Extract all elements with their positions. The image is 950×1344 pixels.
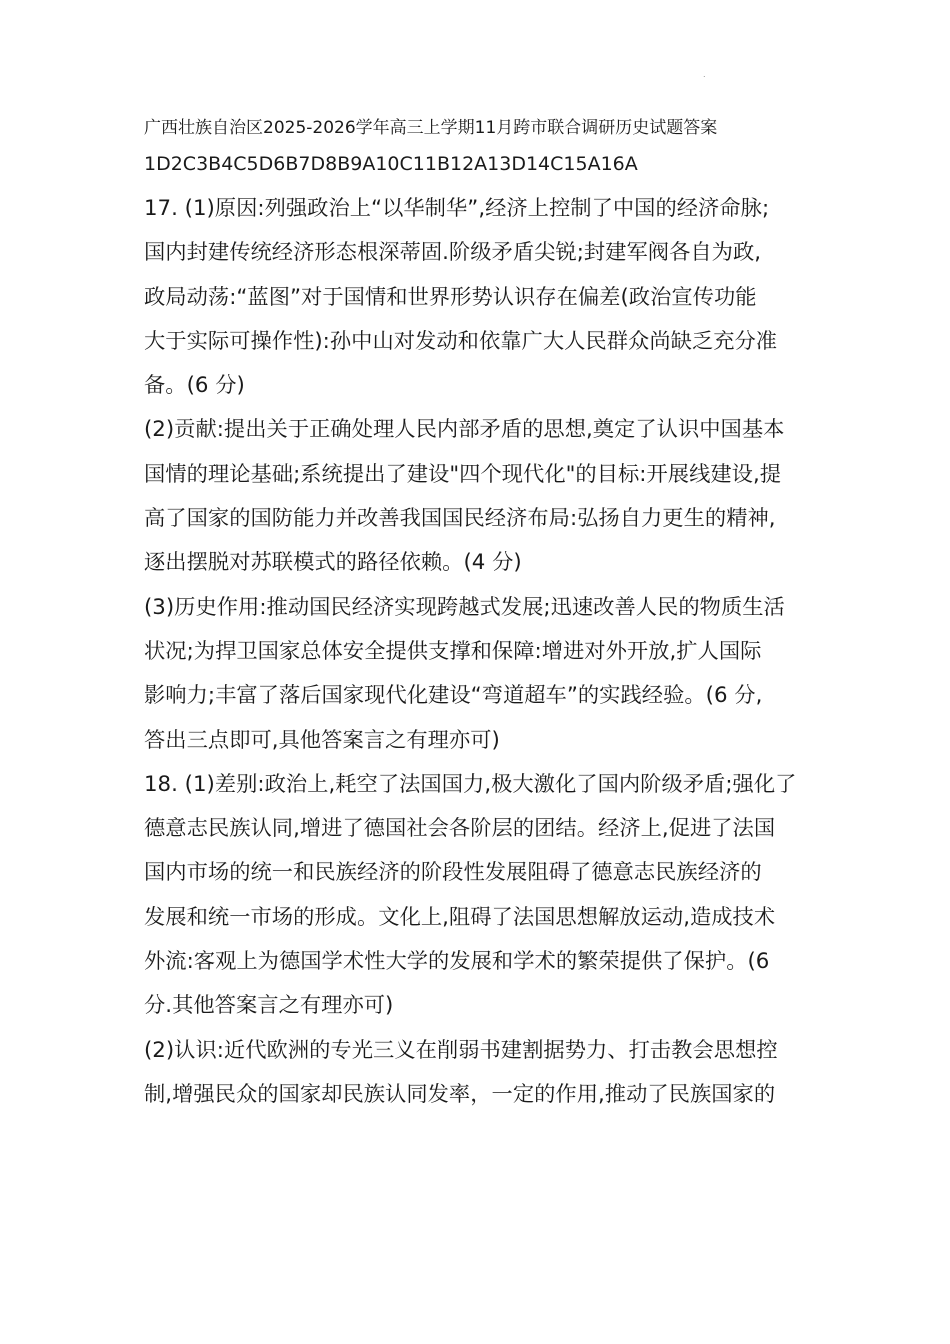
- answer-body: [144, 187, 809, 1117]
- text-line: 德意志民族认同,增进了德国社会各阶层的团结。经济上,促进了法国: [144, 816, 776, 842]
- text-line: 国情的理论基础;系统提出了建设"四个现代化"的目标:开展线建设,提: [144, 461, 782, 487]
- answer-18-1: [144, 763, 809, 1029]
- corner-mark: .: [703, 70, 706, 79]
- text-line: 国内封建传统经济形态根深蒂固.阶级矛盾尖锐;封建军阀各自为政,: [144, 240, 762, 266]
- answer-17-3: [144, 586, 809, 763]
- text-line: 制,增强民众的国家却民族认同发率，一定的作用,推动了民族国家的: [144, 1081, 776, 1107]
- text-line: 逐出摆脱对苏联模式的路径依赖。(4 分): [144, 550, 522, 576]
- answer-18-2: [144, 1029, 809, 1118]
- answer-key-line: 1D2C3B4C5D6B7D8B9A10C11B12A13D14C15A16A: [144, 153, 638, 175]
- text-line: 17. (1)原因:列强政治上“以华制华”,经济上控制了中国的经济命脉;: [144, 196, 770, 221]
- text-line: 分.其他答案言之有理亦可): [144, 993, 394, 1019]
- text-line: 发展和统一市场的形成。文化上,阻碍了法国思想解放运动,造成技术: [144, 904, 776, 930]
- text-line: (2)认识:近代欧洲的专光三义在削弱书建割据势力、打击教会思想控: [144, 1037, 778, 1063]
- text-line: 外流:客观上为德国学术性大学的发展和学术的繁荣提供了保护。(6: [144, 949, 770, 975]
- text-line: 答出三点即可,具他答案言之有理亦可): [144, 727, 500, 753]
- text-line: 影响力;丰富了落后国家现代化建设“弯道超车”的实践经验。(6 分,: [144, 683, 763, 709]
- text-line: 状况;为捍卫国家总体安全提供支撑和保障:增进对外开放,扩人国际: [144, 638, 762, 664]
- text-line: 大于实际可操作性):孙中山对发动和依靠广大人民群众尚缺乏充分准: [144, 328, 778, 354]
- document-title: 广西壮族自治区2025-2026学年高三上学期11月跨市联合调研历史试题答案: [144, 118, 718, 138]
- text-line: 国内市场的统一和民族经济的阶段性发展阻碍了德意志民族经济的: [144, 860, 762, 886]
- text-line: 18. (1)差别:政治上,耗空了法国国力,极大激化了国内阶级矛盾;强化了: [144, 771, 797, 797]
- answer-17-2: [144, 408, 809, 585]
- text-line: 备。(6 分): [144, 373, 245, 399]
- text-line: 高了国家的国防能力并改善我国国民经济布局:弘扬自力更生的精神,: [144, 506, 776, 532]
- answer-17-1: [144, 187, 809, 408]
- text-line: (3)历史作用:推动国民经济实现跨越式发展;迅速改善人民的物质生活: [144, 594, 785, 620]
- text-line: 政局动荡:“蓝图”对于国情和世界形势认识存在偏差(政治宣传功能: [144, 284, 757, 310]
- text-line: (2)贡献:提出关于正确处理人民内部矛盾的思想,奠定了认识中国基本: [144, 417, 785, 443]
